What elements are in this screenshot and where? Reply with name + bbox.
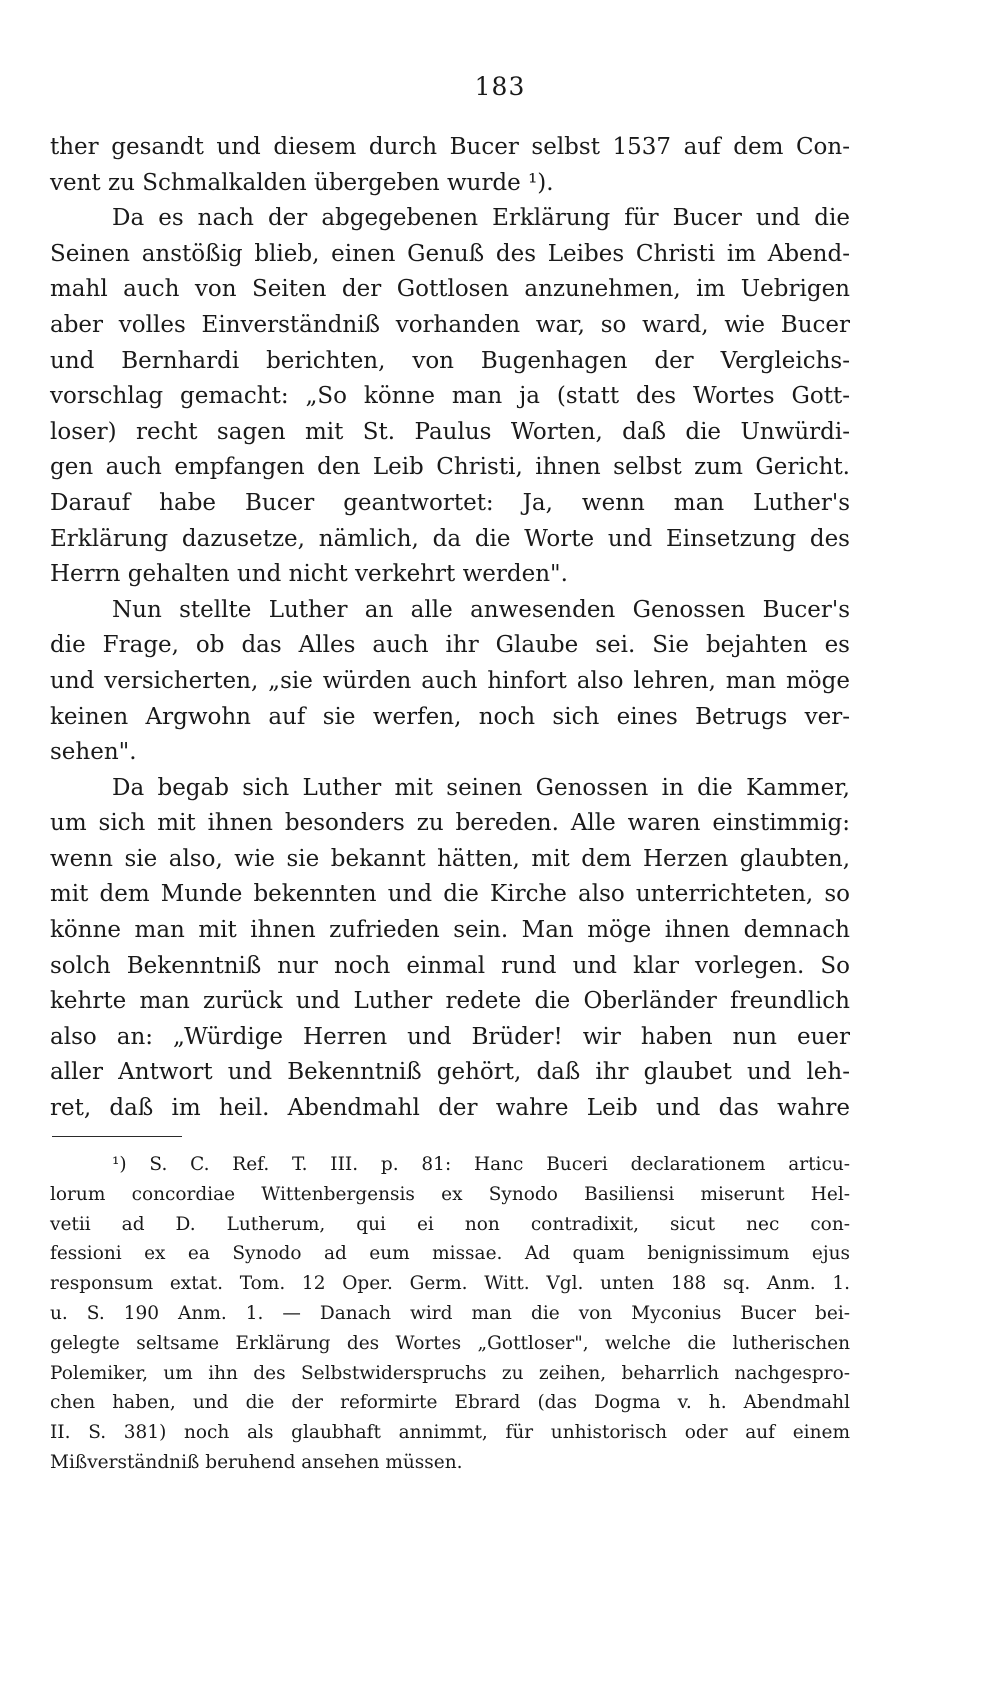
- footnote-line: vetii ad D. Lutherum, qui ei non contradixit, sicut nec con-: [50, 1213, 850, 1235]
- footnote-line: responsum extat. Tom. 12 Oper. Germ. Witt. Vgl. unten 188 sq. Anm. 1.: [50, 1273, 850, 1295]
- text-line: Da begab sich Luther mit seinen Genossen in die Kammer,: [112, 774, 850, 801]
- text-line: Erklärung dazusetze, nämlich, da die Worte und Einsetzung des: [50, 525, 850, 552]
- text-line: solch Bekenntniß nur noch einmal rund und klar vorlegen. So: [50, 952, 850, 979]
- text-line: gen auch empfangen den Leib Christi, ihnen selbst zum Gericht.: [50, 454, 850, 481]
- text-line: also an: „Würdige Herren und Brüder! wir haben nun euer: [50, 1023, 850, 1050]
- main-text: [50, 130, 850, 1127]
- text-line: ther gesandt und diesem durch Bucer selbst 1537 auf dem Con-: [50, 134, 850, 160]
- text-line: mahl auch von Seiten der Gottlosen anzunehmen, im Uebrigen: [50, 276, 850, 303]
- text-line: sehen".: [50, 739, 137, 766]
- footnote-line: Mißverständniß beruhend ansehen müssen.: [50, 1451, 463, 1473]
- footnote-line: ¹) S. C. Ref. T. III. p. 81: Hanc Buceri declarationem articu-: [112, 1154, 850, 1175]
- footnote-rule: [52, 1136, 182, 1137]
- footnote-line: lorum concordiae Wittenbergensis ex Synodo Basiliensi miserunt Hel-: [50, 1183, 850, 1205]
- text-line: Nun stellte Luther an alle anwesenden Genossen Bucer's: [112, 596, 850, 623]
- text-line: Herrn gehalten und nicht verkehrt werden".: [50, 561, 568, 588]
- text-line: um sich mit ihnen besonders zu bereden. Alle waren einstimmig:: [50, 810, 850, 837]
- footnote-line: u. S. 190 Anm. 1. — Danach wird man die von Myconius Bucer bei-: [50, 1302, 850, 1324]
- text-line: mit dem Munde bekennten und die Kirche also unterrichteten, so: [50, 881, 850, 908]
- text-line: kehrte man zurück und Luther redete die Oberländer freundlich: [50, 988, 850, 1015]
- page-number: 183: [474, 72, 526, 101]
- text-line: keinen Argwohn auf sie werfen, noch sich eines Betrugs ver-: [50, 703, 850, 730]
- text-line: Darauf habe Bucer geantwortet: Ja, wenn man Luther's: [50, 489, 850, 516]
- text-line: Da es nach der abgegebenen Erklärung für Bucer und die: [112, 205, 850, 232]
- text-line: loser) recht sagen mit St. Paulus Worten, daß die Unwürdi-: [50, 418, 850, 445]
- text-line: die Frage, ob das Alles auch ihr Glaube sei. Sie bejahten es: [50, 632, 850, 659]
- footnote-line: II. S. 381) noch als glaubhaft annimmt, für unhistorisch oder auf einem: [50, 1422, 850, 1444]
- text-line: und versicherten, „sie würden auch hinfort also lehren, man möge: [50, 667, 850, 694]
- text-line: vorschlag gemacht: „So könne man ja (statt des Wortes Gott-: [50, 383, 850, 410]
- text-line: Seinen anstößig blieb, einen Genuß des Leibes Christi im Abend-: [50, 240, 850, 267]
- text-line: könne man mit ihnen zufrieden sein. Man möge ihnen demnach: [50, 917, 850, 944]
- footnotes: [50, 1150, 850, 1478]
- footnote-line: chen haben, und die der reformirte Ebrard (das Dogma v. h. Abendmahl: [50, 1392, 850, 1414]
- text-line: ret, daß im heil. Abendmahl der wahre Leib und das wahre: [50, 1095, 850, 1122]
- text-line: wenn sie also, wie sie bekannt hätten, mit dem Herzen glaubten,: [50, 845, 850, 872]
- text-line: aber volles Einverständniß vorhanden war, so ward, wie Bucer: [50, 311, 850, 338]
- text-line: aller Antwort und Bekenntniß gehört, daß ihr glaubet und leh-: [50, 1059, 850, 1086]
- text-line: und Bernhardi berichten, von Bugenhagen der Vergleichs-: [50, 347, 850, 374]
- footnote-line: Polemiker, um ihn des Selbstwiderspruchs zu zeihen, beharrlich nachgespro-: [50, 1362, 850, 1384]
- footnote-line: gelegte seltsame Erklärung des Wortes „Gottloser", welche die lutherischen: [50, 1332, 850, 1354]
- text-line: vent zu Schmalkalden übergeben wurde ¹).: [50, 169, 554, 196]
- footnote-line: fessioni ex ea Synodo ad eum missae. Ad quam benignissimum ejus: [50, 1243, 850, 1265]
